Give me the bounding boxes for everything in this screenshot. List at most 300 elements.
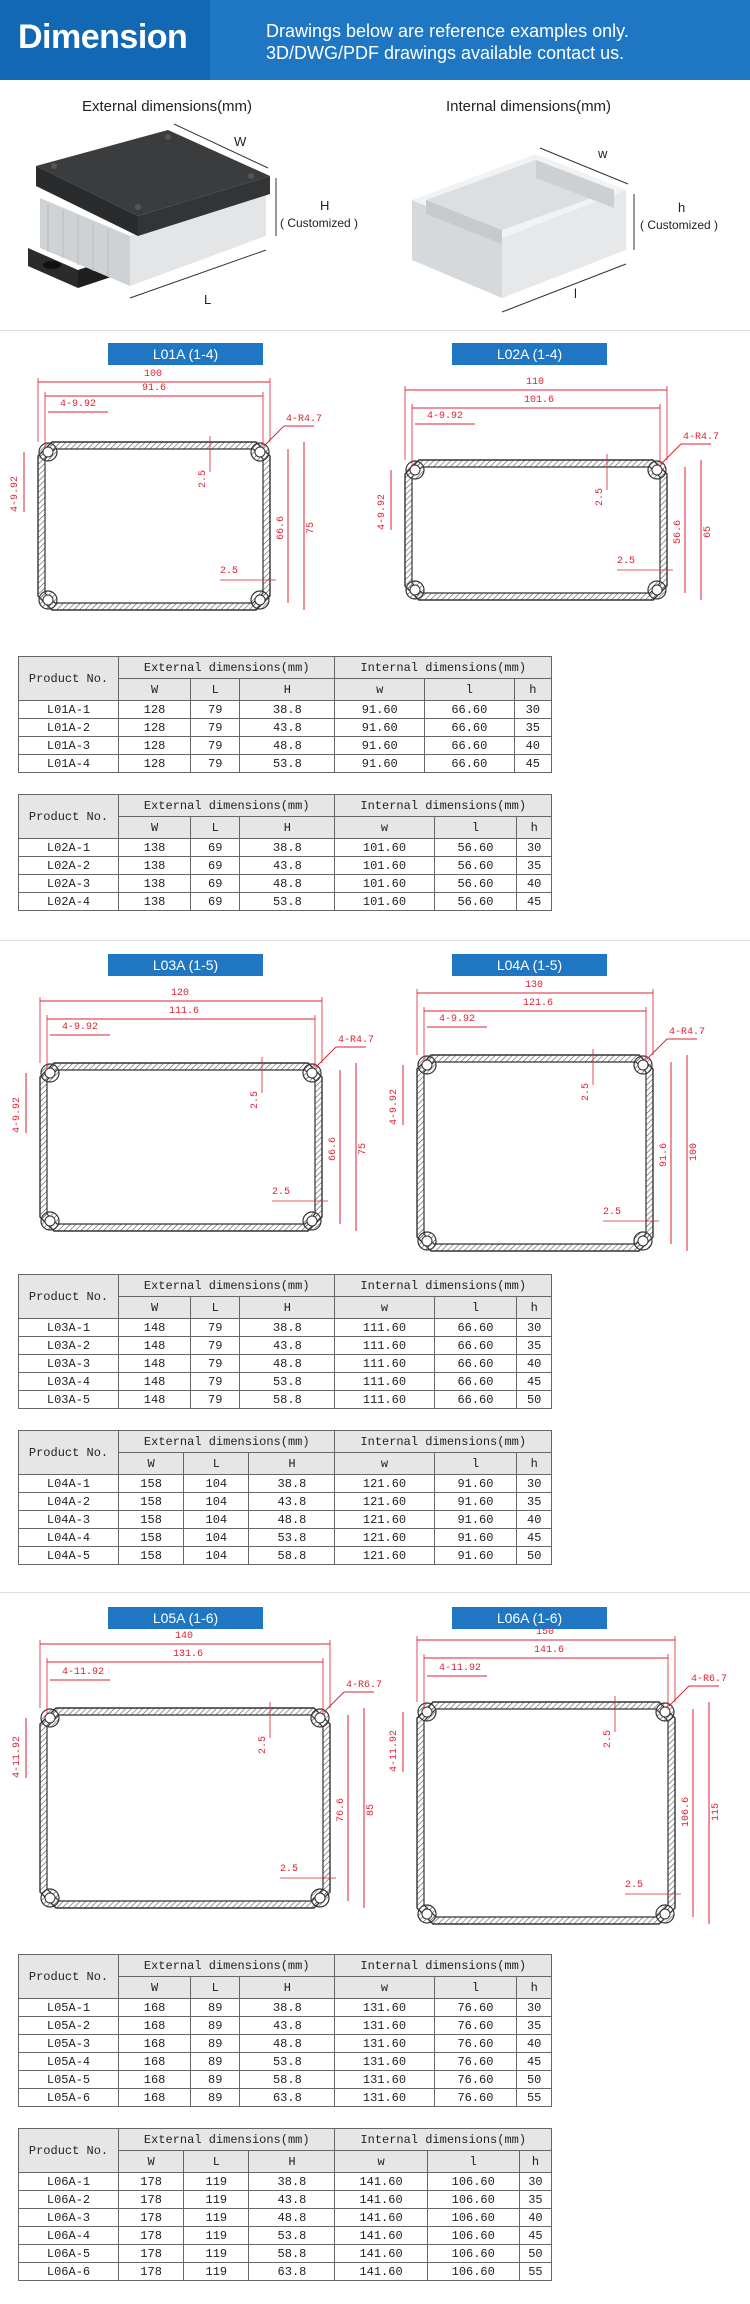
table-row — [19, 2035, 552, 2053]
table-cell: 91.60 — [335, 755, 425, 773]
table-row — [19, 701, 552, 719]
model-badge-L06A: L06A (1-6) — [452, 1607, 607, 1629]
page-title: Dimension — [18, 18, 188, 56]
table-row — [19, 1529, 552, 1547]
header-note-line-2: 3D/DWG/PDF drawings available contact us. — [266, 43, 625, 63]
table-cell: 50 — [517, 1547, 552, 1565]
table-cell: L06A-1 — [19, 2173, 119, 2191]
screw-hole — [315, 1713, 325, 1723]
header-L: L — [191, 1297, 240, 1319]
external-dimensions-title: External dimensions(mm) — [82, 98, 253, 115]
model-badge-L04A: L04A (1-5) — [452, 954, 607, 976]
dim-label-outer-height: 65 — [703, 525, 714, 538]
table-cell: 35 — [517, 2017, 552, 2035]
table-cell: 111.60 — [335, 1391, 434, 1409]
table-cell: 168 — [119, 2089, 191, 2107]
table-cell: 138 — [119, 875, 191, 893]
model-badge-L03A: L03A (1-5) — [108, 954, 263, 976]
table-cell: 91.60 — [434, 1547, 517, 1565]
external-l-label: L — [204, 292, 212, 307]
table-cell: 50 — [517, 2071, 552, 2089]
header-l: l — [434, 1297, 517, 1319]
table-cell: 158 — [119, 1529, 184, 1547]
dim-label-hole-vertical: 4-9.92 — [389, 1088, 400, 1125]
dim-label-outer-width: 100 — [144, 369, 163, 380]
table-row — [19, 893, 552, 911]
table-cell: 43.8 — [240, 719, 335, 737]
table-cell: L06A-5 — [19, 2245, 119, 2263]
dim-label-wall-side: 2.5 — [280, 1864, 299, 1875]
table-cell: L05A-5 — [19, 2071, 119, 2089]
table-cell: 40 — [517, 1511, 552, 1529]
table-cell: L03A-2 — [19, 1337, 119, 1355]
header-w: w — [335, 2151, 427, 2173]
screw-hole — [660, 1707, 670, 1717]
dim-label-hole: 4-9.92 — [60, 399, 97, 410]
dim-label-wall-top: 2.5 — [581, 1082, 592, 1101]
dim-label-inner-height: 106.6 — [681, 1796, 692, 1827]
screw-hole — [638, 1236, 648, 1246]
screw-hole — [422, 1236, 432, 1246]
table-cell: 66.60 — [434, 1391, 517, 1409]
dim-label-hole-vertical: 4-11.92 — [389, 1729, 400, 1772]
inner-profile — [412, 467, 660, 593]
section-divider — [0, 330, 750, 331]
table-cell: 76.60 — [434, 2017, 517, 2035]
spec-table-L02A — [18, 794, 552, 911]
table-cell: 79 — [191, 701, 240, 719]
table-cell: 38.8 — [240, 839, 335, 857]
header-l: l — [425, 679, 515, 701]
dim-label-outer-width: 150 — [536, 1627, 555, 1638]
table-cell: L01A-2 — [19, 719, 119, 737]
table-row — [19, 2017, 552, 2035]
table-cell: 63.8 — [249, 2263, 335, 2281]
table-cell: 40 — [514, 737, 551, 755]
table-cell: 43.8 — [240, 1337, 335, 1355]
table-cell: 89 — [191, 2053, 240, 2071]
table-cell: 141.60 — [335, 2209, 427, 2227]
table-cell: 66.60 — [425, 737, 515, 755]
table-cell: 56.60 — [434, 875, 517, 893]
table-cell: 53.8 — [240, 755, 335, 773]
table-cell: 79 — [191, 1319, 240, 1337]
table-cell: 131.60 — [335, 2017, 434, 2035]
table-cell: 63.8 — [240, 2089, 335, 2107]
table-cell: 141.60 — [335, 2227, 427, 2245]
dim-label-outer-height: 115 — [711, 1802, 722, 1821]
header-H: H — [240, 1297, 335, 1319]
header-W: W — [119, 679, 191, 701]
table-cell: 101.60 — [335, 875, 434, 893]
table-cell: 45 — [517, 1529, 552, 1547]
drawing-L01A — [0, 372, 375, 632]
table-cell: 58.8 — [240, 1391, 335, 1409]
radius-leader — [264, 426, 284, 446]
table-cell: 35 — [517, 1337, 552, 1355]
table-cell: 148 — [119, 1337, 191, 1355]
table-cell: 178 — [119, 2227, 184, 2245]
table-cell: 48.8 — [240, 2035, 335, 2053]
header-H: H — [240, 1977, 335, 1999]
external-enclosure-illustration — [18, 118, 288, 323]
table-cell: 91.60 — [335, 719, 425, 737]
header-W: W — [119, 1453, 184, 1475]
header-l: l — [434, 1977, 517, 1999]
table-cell: 121.60 — [335, 1493, 434, 1511]
dim-label-wall-top: 2.5 — [595, 487, 606, 506]
internal-h-customized: ( Customized ) — [640, 218, 719, 232]
table-cell: 128 — [119, 719, 191, 737]
spec-table-L03A — [18, 1274, 552, 1409]
dim-label-hole-vertical: 4-9.92 — [377, 493, 388, 530]
screw-hole — [255, 595, 265, 605]
table-cell: 168 — [119, 2017, 191, 2035]
header-L: L — [191, 679, 240, 701]
table-cell: 89 — [191, 2071, 240, 2089]
table-cell: 178 — [119, 2263, 184, 2281]
table-cell: 106.60 — [427, 2227, 519, 2245]
table-row — [19, 1547, 552, 1565]
header-h: h — [517, 1453, 552, 1475]
table-cell: 79 — [191, 755, 240, 773]
dim-label-radius: 4-R4.7 — [286, 414, 323, 425]
table-cell: L05A-2 — [19, 2017, 119, 2035]
table-cell: 50 — [519, 2245, 551, 2263]
table-cell: 79 — [191, 737, 240, 755]
external-h-label: H — [320, 198, 330, 213]
dim-label-inner-height: 66.6 — [328, 1136, 339, 1161]
header-w: w — [335, 1977, 434, 1999]
table-cell: 128 — [119, 737, 191, 755]
dim-label-inner-width: 91.6 — [142, 383, 167, 394]
table-cell: L05A-3 — [19, 2035, 119, 2053]
header-w: w — [335, 679, 425, 701]
dim-label-outer-height: 75 — [358, 1142, 369, 1155]
table-cell: 76.60 — [434, 2071, 517, 2089]
screw-hole — [307, 1216, 317, 1226]
table-cell: 131.60 — [335, 2071, 434, 2089]
table-row — [19, 719, 552, 737]
table-cell: 76.60 — [434, 2053, 517, 2071]
table-row — [19, 2209, 552, 2227]
table-row — [19, 737, 552, 755]
table-cell: 106.60 — [427, 2191, 519, 2209]
table-cell: 66.60 — [425, 755, 515, 773]
table-cell: 56.60 — [434, 839, 517, 857]
table-cell: 141.60 — [335, 2245, 427, 2263]
header-h: h — [517, 1297, 552, 1319]
table-cell: 104 — [184, 1511, 249, 1529]
table-row — [19, 1999, 552, 2017]
dim-label-hole-vertical: 4-9.92 — [12, 1096, 23, 1133]
dim-label-outer-width: 120 — [171, 988, 190, 999]
table-cell: 50 — [517, 1391, 552, 1409]
table-cell: 53.8 — [240, 2053, 335, 2071]
table-cell: 158 — [119, 1493, 184, 1511]
table-cell: 91.60 — [434, 1475, 517, 1493]
dim-label-wall-side: 2.5 — [625, 1880, 644, 1891]
dim-label-radius: 4-R4.7 — [683, 432, 720, 443]
table-cell: 168 — [119, 2035, 191, 2053]
radius-leader — [316, 1047, 336, 1067]
table-cell: 119 — [184, 2173, 249, 2191]
table-cell: 53.8 — [240, 1373, 335, 1391]
table-row — [19, 2245, 552, 2263]
table-cell: 43.8 — [240, 2017, 335, 2035]
dim-label-inner-height: 56.6 — [673, 519, 684, 544]
table-cell: 138 — [119, 893, 191, 911]
table-row — [19, 755, 552, 773]
header-external: External dimensions(mm) — [119, 2129, 335, 2151]
table-cell: L05A-1 — [19, 1999, 119, 2017]
dim-label-inner-width: 121.6 — [523, 998, 554, 1009]
header-product-no: Product No. — [19, 1275, 119, 1319]
table-row — [19, 1511, 552, 1529]
dim-label-wall-side: 2.5 — [617, 556, 636, 567]
header-product-no: Product No. — [19, 795, 119, 839]
table-cell: 56.60 — [434, 893, 517, 911]
dim-label-outer-width: 110 — [526, 377, 545, 388]
table-cell: 128 — [119, 755, 191, 773]
table-cell: 45 — [517, 893, 552, 911]
header-external: External dimensions(mm) — [119, 657, 335, 679]
table-cell: 40 — [517, 2035, 552, 2053]
table-cell: 91.60 — [434, 1511, 517, 1529]
table-cell: 138 — [119, 839, 191, 857]
table-cell: 148 — [119, 1373, 191, 1391]
table-cell: 111.60 — [335, 1373, 434, 1391]
screw-hole — [45, 1068, 55, 1078]
dim-label-wall-side: 2.5 — [272, 1187, 291, 1198]
table-cell: 45 — [517, 2053, 552, 2071]
table-cell: 104 — [184, 1493, 249, 1511]
dim-label-wall-top: 2.5 — [198, 469, 209, 488]
table-cell: 148 — [119, 1355, 191, 1373]
header-h: h — [514, 679, 551, 701]
table-cell: 168 — [119, 1999, 191, 2017]
header-l: l — [434, 1453, 517, 1475]
table-cell: 91.60 — [434, 1529, 517, 1547]
table-cell: 40 — [517, 1355, 552, 1373]
table-cell: 45 — [514, 755, 551, 773]
table-cell: 121.60 — [335, 1511, 434, 1529]
table-cell: 58.8 — [249, 1547, 335, 1565]
table-cell: L06A-4 — [19, 2227, 119, 2245]
table-row — [19, 2263, 552, 2281]
table-cell: 79 — [191, 1373, 240, 1391]
screw-hole — [255, 447, 265, 457]
table-cell: 106.60 — [427, 2173, 519, 2191]
screw-hole — [410, 585, 420, 595]
table-row — [19, 2191, 552, 2209]
table-row — [19, 1493, 552, 1511]
table-cell: 40 — [519, 2209, 551, 2227]
table-cell: 53.8 — [240, 893, 335, 911]
dim-label-outer-height: 85 — [366, 1803, 377, 1816]
dim-label-inner-width: 111.6 — [169, 1006, 200, 1017]
table-cell: L05A-6 — [19, 2089, 119, 2107]
dim-label-wall-top: 2.5 — [603, 1729, 614, 1748]
screw-hole — [422, 1060, 432, 1070]
table-cell: 89 — [191, 2017, 240, 2035]
dim-label-wall-top: 2.5 — [258, 1735, 269, 1754]
table-row — [19, 839, 552, 857]
dim-label-hole-vertical: 4-9.92 — [10, 475, 21, 512]
section-divider — [0, 1592, 750, 1593]
table-cell: 66.60 — [425, 701, 515, 719]
table-cell: 79 — [191, 1355, 240, 1373]
header-L: L — [191, 1977, 240, 1999]
dim-label-wall-side: 2.5 — [220, 566, 239, 577]
table-cell: 158 — [119, 1475, 184, 1493]
table-row — [19, 2227, 552, 2245]
header-W: W — [119, 1297, 191, 1319]
model-badge-L05A: L05A (1-6) — [108, 1607, 263, 1629]
table-cell: L04A-5 — [19, 1547, 119, 1565]
dim-label-hole: 4-11.92 — [439, 1663, 482, 1674]
header-L: L — [184, 1453, 249, 1475]
table-cell: 76.60 — [434, 2035, 517, 2053]
radius-leader — [661, 444, 681, 464]
table-cell: 38.8 — [240, 701, 335, 719]
dim-label-hole: 4-9.92 — [62, 1022, 99, 1033]
table-cell: L04A-4 — [19, 1529, 119, 1547]
header-product-no: Product No. — [19, 1955, 119, 1999]
table-cell: 66.60 — [425, 719, 515, 737]
radius-leader — [669, 1686, 689, 1706]
table-cell: 178 — [119, 2173, 184, 2191]
screw-hole — [652, 585, 662, 595]
table-row — [19, 1475, 552, 1493]
table-cell: 48.8 — [240, 1355, 335, 1373]
table-cell: 104 — [184, 1547, 249, 1565]
dim-label-hole: 4-9.92 — [439, 1014, 476, 1025]
header-h: h — [517, 1977, 552, 1999]
header-W: W — [119, 2151, 184, 2173]
screw-hole — [45, 1216, 55, 1226]
internal-l-label: l — [574, 286, 577, 301]
table-cell: 89 — [191, 2089, 240, 2107]
radius-leader — [324, 1692, 344, 1712]
table-cell: 66.60 — [434, 1355, 517, 1373]
table-cell: L03A-4 — [19, 1373, 119, 1391]
dim-label-inner-width: 131.6 — [173, 1649, 204, 1660]
table-cell: 48.8 — [240, 875, 335, 893]
dim-label-radius: 4-R4.7 — [669, 1027, 706, 1038]
table-cell: 168 — [119, 2053, 191, 2071]
table-cell: L02A-3 — [19, 875, 119, 893]
table-cell: L01A-3 — [19, 737, 119, 755]
radius-leader — [647, 1039, 667, 1059]
header-w: w — [335, 1453, 434, 1475]
table-cell: 101.60 — [335, 893, 434, 911]
table-cell: 48.8 — [249, 1511, 335, 1529]
spec-table-L04A — [18, 1430, 552, 1565]
table-cell: 66.60 — [434, 1373, 517, 1391]
table-cell: 79 — [191, 1391, 240, 1409]
table-cell: 91.60 — [335, 737, 425, 755]
dim-label-wall-side: 2.5 — [603, 1207, 622, 1218]
table-cell: 119 — [184, 2209, 249, 2227]
header-internal: Internal dimensions(mm) — [335, 1275, 552, 1297]
drawing-L04A — [375, 983, 750, 1258]
header-external: External dimensions(mm) — [119, 1955, 335, 1977]
table-cell: 89 — [191, 2035, 240, 2053]
dim-label-inner-width: 101.6 — [524, 395, 555, 406]
table-cell: 106.60 — [427, 2209, 519, 2227]
table-cell: 66.60 — [434, 1319, 517, 1337]
header-note — [266, 20, 629, 64]
table-cell: 148 — [119, 1319, 191, 1337]
table-cell: 48.8 — [249, 2209, 335, 2227]
header-internal: Internal dimensions(mm) — [335, 2129, 552, 2151]
header-H: H — [240, 817, 335, 839]
screw-hole — [307, 1068, 317, 1078]
table-cell: L03A-3 — [19, 1355, 119, 1373]
table-cell: 101.60 — [335, 857, 434, 875]
header-w: w — [335, 817, 434, 839]
table-cell: 58.8 — [240, 2071, 335, 2089]
table-cell: 76.60 — [434, 1999, 517, 2017]
table-cell: 35 — [514, 719, 551, 737]
external-h-customized: ( Customized ) — [280, 216, 359, 230]
table-cell: L04A-1 — [19, 1475, 119, 1493]
table-cell: L03A-1 — [19, 1319, 119, 1337]
table-cell: 158 — [119, 1511, 184, 1529]
header-internal: Internal dimensions(mm) — [335, 795, 552, 817]
table-cell: 141.60 — [335, 2263, 427, 2281]
table-cell: 121.60 — [335, 1547, 434, 1565]
table-cell: 178 — [119, 2191, 184, 2209]
header-H: H — [249, 1453, 335, 1475]
header-W: W — [119, 1977, 191, 1999]
dim-label-outer-height: 100 — [689, 1142, 700, 1161]
table-cell: 131.60 — [335, 2089, 434, 2107]
table-cell: L06A-6 — [19, 2263, 119, 2281]
table-cell: L04A-3 — [19, 1511, 119, 1529]
table-cell: 119 — [184, 2227, 249, 2245]
table-cell: 48.8 — [240, 737, 335, 755]
dim-label-wall-top: 2.5 — [250, 1090, 261, 1109]
table-row — [19, 1319, 552, 1337]
section-divider — [0, 940, 750, 941]
table-cell: 111.60 — [335, 1355, 434, 1373]
table-cell: 43.8 — [249, 2191, 335, 2209]
header-note-line-1: Drawings below are reference examples only. — [266, 21, 629, 41]
table-cell: 131.60 — [335, 1999, 434, 2017]
table-cell: 79 — [191, 719, 240, 737]
screw-hole — [45, 1893, 55, 1903]
table-cell: 119 — [184, 2191, 249, 2209]
screw-hole — [45, 1713, 55, 1723]
table-cell: 104 — [184, 1529, 249, 1547]
screw-hole — [315, 1893, 325, 1903]
table-cell: 56.60 — [434, 857, 517, 875]
table-cell: 55 — [519, 2263, 551, 2281]
table-cell: 38.8 — [240, 1319, 335, 1337]
table-row — [19, 2173, 552, 2191]
table-cell: 131.60 — [335, 2035, 434, 2053]
table-cell: 69 — [191, 875, 240, 893]
table-row — [19, 2071, 552, 2089]
table-cell: 178 — [119, 2209, 184, 2227]
dim-label-inner-width: 141.6 — [534, 1645, 565, 1656]
table-row — [19, 875, 552, 893]
table-cell: 128 — [119, 701, 191, 719]
table-cell: L03A-5 — [19, 1391, 119, 1409]
table-cell: 69 — [191, 893, 240, 911]
